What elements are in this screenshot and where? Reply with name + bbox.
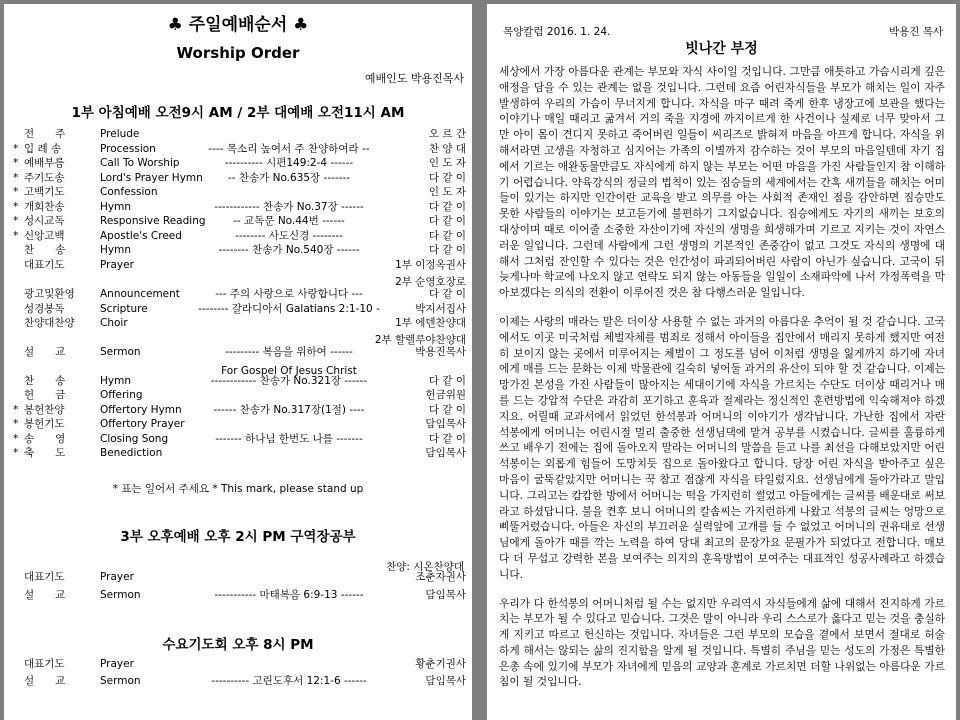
order-row <box>4 345 472 359</box>
bulletin-title: ♣ 주일예배순서 ♣ <box>167 15 309 35</box>
column-date: 목양칼럼 2016. 1. 24. <box>503 26 611 38</box>
item-leader: 1부 이정옥권사 <box>395 259 466 271</box>
order-row <box>4 214 472 228</box>
item-english-name: Sermon <box>100 346 141 358</box>
item-english-name: Call To Worship <box>100 157 180 169</box>
item-english-name: Apostle's Creed <box>100 230 182 242</box>
order-row <box>4 229 472 243</box>
item-english-name: Sermon <box>100 589 141 601</box>
item-english-name: Announcement <box>100 288 180 300</box>
item-leader: 인 도 자 <box>428 186 466 198</box>
item-korean-name: 봉헌찬양 <box>24 404 65 416</box>
item-leader: 다 같 이 <box>428 375 466 387</box>
item-english-name: Hymn <box>100 201 131 213</box>
item-korean-name: 성시교독 <box>24 215 65 227</box>
order-row <box>4 316 472 330</box>
item-korean-name: 대표기도 <box>24 658 65 670</box>
stand-mark: * <box>13 433 19 445</box>
item-english-name: Prelude <box>100 128 140 140</box>
item-korean-name: 신앙고백 <box>24 230 65 242</box>
item-korean-name: 찬양대찬양 <box>24 317 75 329</box>
item-leader: 조춘자권사 <box>415 571 466 583</box>
item-english-name: Offering <box>100 389 143 401</box>
item-leader: 황춘기권사 <box>415 658 466 670</box>
order-row <box>4 156 472 170</box>
item-korean-name: 헌 금 <box>24 389 66 401</box>
item-english-name: Prayer <box>100 571 134 583</box>
column-paragraph: 세상에서 가장 아름다운 관계는 부모와 자식 사이일 것입니다. 그만큼 애틋하고 가슴시리게 깊은 애정을 담을 수 있는 관계는 없을 것입니다. 그런데 요즘 어린자식들을 부모가 해치는 일이 자주 발생하여 우리의 가슴이 무너지게 합니다. 자식을 마구 때려 죽게 한후 냉장고에 보관을 했다는 이야기나 매일 때리고 굶겨서 거의 죽을 지경에 까지이르게 한 사건이나 실제로 너무 맞아서 그만 아이 몸이 견디지 못하고 죽어버린 일들이 씨리즈로 밝혀져 마음을 아프게 합니다. 자식을 위해서라면 고생을 자청하고 심지어는 가족의 이별까지 감수하는 것이 부모의 마음일텐데 자기 집에서 기르는 애완동물만큼도 자식에게 하지 않는 부모는 어떤 마음을 가진 사람들인지 참 이해하기 어렵습니다. 약육강식의 정글의 법칙이 있는 짐승들의 세계에서는 간혹 새끼들을 해치는 어미들이 있기는 하지만 인간이란 교육을 받고 의무를 아는 사회적 존재인 점을 감안하면 짐승만도 못한 사람들의 이야기는 보고듣기에 불편하기 그지없습니다. 짐승에게도 자기의 새끼는 보호의 대상이며 때로 이어줄 소중한 자산이기에 자신의 생명을 희생해가며 기르고 지키는 것이 자연스러운 일입니다. 그런데 사람에게 그런 생명의 기본적인 존중감이 없고 그것도 자식의 생명에 대해서 그처럼 잔인할 수 있다는 것은 인간성이 파괴되어버린 사람이 아닌가 싶습니다. 고국이 뒤늦게나마 학교에 나오지 않고 연락도 되지 않는 아동들을 일일이 소재파악에 나서 가정폭력을 막아보겠다는 의식의 전환이 이루어진 것은 참 다행스러운 일입니다. <box>499 65 945 300</box>
bulletin-subtitle: Worship Order <box>176 44 300 62</box>
column-title: 빗나간 부정 <box>685 41 758 57</box>
item-leader: 담임목사 <box>425 447 466 459</box>
pastoral-column-page <box>487 4 956 720</box>
stand-mark: * <box>13 157 19 169</box>
order-row <box>4 657 472 671</box>
item-leader: 다 같 이 <box>428 172 466 184</box>
wednesday-heading: 수요기도회 오후 8시 PM <box>162 637 314 653</box>
column-paragraph: 우리가 다 한석봉의 어머니처럼 될 수는 없지만 우리역시 자식들에게 삶에 대해서 진지하게 가르치는 부모가 될 수 있다고 믿습니다. 그것은 말이 아니라 우리 스스로가 옳다고 믿는 것을 충실하게 지키고 따르고 헌신하는 것입니다. 자녀들은 그런 부모의 모습을 곁에서 보면서 절대로 허술하게 해서는 않되는 삶의 진지함을 알게 될 것입니다. 특별히 주님을 믿는 성도의 가정은 특별한 은총 속에 있기에 부모가 자녀에게 믿음의 교양과 훈계로 가르치면 더할 나위없는 아름다운 가르침이 될 것입니다. <box>499 596 945 689</box>
item-korean-name: 대표기도 <box>24 571 65 583</box>
item-leader: 다 같 이 <box>428 404 466 416</box>
service1-heading: 1부 아침예배 오전9시 AM / 2부 대예배 오전11시 AM <box>71 105 405 121</box>
stand-mark: * <box>13 404 19 416</box>
order-row <box>4 674 472 688</box>
stand-mark: * <box>13 143 19 155</box>
item-leader: 오 르 간 <box>428 128 466 140</box>
item-english-name: Offertory Prayer <box>100 418 185 430</box>
item-korean-name: 전 주 <box>24 128 66 140</box>
item-korean-name: 설 교 <box>24 675 66 687</box>
item-english-name: Hymn <box>100 244 131 256</box>
worship-order-page <box>4 4 472 720</box>
item-leader: 다 같 이 <box>428 215 466 227</box>
item-korean-name: 광고및환영 <box>24 288 75 300</box>
item-content: ---------- 고린도후서 12:1-6 ------ <box>211 675 367 687</box>
order-row <box>4 588 472 602</box>
item-english-name: Confession <box>100 186 158 198</box>
item-content: -- 교독문 No.44번 ------ <box>233 215 345 227</box>
order-row <box>4 200 472 214</box>
item-leader: 담임목사 <box>425 675 466 687</box>
order-row <box>4 417 472 431</box>
item-content: ------------ 찬송가 No.37장 ------ <box>214 201 364 213</box>
item-content: -------- 갈라디아서 Galatians 2:1-10 - <box>198 303 380 315</box>
item-content: ------ 찬송가 No.317장(1절) ---- <box>213 404 365 416</box>
item-leader: 찬 양 대 <box>428 143 466 155</box>
item-korean-name: 고백기도 <box>24 186 65 198</box>
order-row <box>4 446 472 460</box>
order-row <box>4 258 472 272</box>
item-korean-name: 대표기도 <box>24 259 65 271</box>
item-content: -------- 사도신경 -------- <box>235 230 343 242</box>
stand-mark: * <box>13 447 19 459</box>
item-leader: 담임목사 <box>425 589 466 601</box>
item-korean-name: 봉헌기도 <box>24 418 65 430</box>
stand-mark: * <box>13 201 19 213</box>
item-english-name: Choir <box>100 317 128 329</box>
item-english-name: Sermon <box>100 675 141 687</box>
item-korean-name: 예배부름 <box>24 157 65 169</box>
item-content: ----------- 마태복음 6:9-13 ------ <box>214 589 364 601</box>
stand-mark: * <box>13 418 19 430</box>
item-leader: 헌금위원 <box>425 389 466 401</box>
column-author: 박용진 목사 <box>888 26 943 38</box>
item-english-name: Closing Song <box>100 433 169 445</box>
item-english-name: Prayer <box>100 259 134 271</box>
worship-leader: 예배인도 박용진목사 <box>364 72 464 85</box>
item-leader: 다 같 이 <box>428 433 466 445</box>
item-leader: 박지서집사 <box>415 303 466 315</box>
afternoon-choir-note: 찬양: 시온찬양대 <box>386 561 464 573</box>
item-leader: 다 같 이 <box>428 230 466 242</box>
item-korean-name: 축 도 <box>24 447 66 459</box>
item-korean-name: 송 영 <box>24 433 66 445</box>
item-korean-name: 개회찬송 <box>24 201 65 213</box>
order-row <box>4 127 472 141</box>
order-row <box>4 287 472 301</box>
item-leader: 다 같 이 <box>428 244 466 256</box>
item-korean-name: 성경봉독 <box>24 303 65 315</box>
item-korean-name: 설 교 <box>24 589 66 601</box>
item-leader: 다 같 이 <box>428 288 466 300</box>
column-body <box>499 64 945 703</box>
order-row <box>4 142 472 156</box>
item-korean-name: 설 교 <box>24 346 66 358</box>
item-english-name: Procession <box>100 143 156 155</box>
order-row <box>4 403 472 417</box>
item-english-name: Benediction <box>100 447 163 459</box>
item-korean-name: 주기도송 <box>24 172 65 184</box>
service3-heading: 3부 오후예배 오후 2시 PM 구역장공부 <box>120 529 356 545</box>
item-english-name: Offertory Hymn <box>100 404 182 416</box>
prayer-second-service: 2부 순영호장로 <box>395 276 466 288</box>
column-paragraph: 이제는 사랑의 매라는 말은 더이상 사용할 수 없는 과거의 아름다운 추억이 될 것 같습니다. 고국에서도 이곳 미국처럼 체벌자체를 범죄로 정해서 아이들을 집안에서 매리지 못하게 했지만 여전히 보이지 않는 곳에서 미루어지는 체벌이 그 정도를 넘어 이처럼 생명을 잃게까지 하기에 자녀에게 매를 드는 문화는 이제 박물관에 길숙히 넣어둘 과거의 유산이 되야 할 것 같습니다. 이제는 망가진 본성을 가진 사람들이 많아지는 세대이기에 자식을 가르치는 수단도 더이상 때리거나 매를 드는 강압적 수단은 과감히 포기하고 훈육과 절제라는 정신적인 훈련방법에 익숙해져야 하겠지요. 어릴때 교과서에서 읽었던 한석봉과 어머니의 이야기가 생각납니다. 가난한 집에서 자란 석봉에게 어머니는 어린시절 멀리 출중한 선생님댁에 맡겨 공부를 시켰습니다. 글씨를 훌륭하게 쓰고 배우기 전에는 집에 돌아오지 말라는 어머니의 말씀을 듣고 나를 최선을 다해보았지만 어린 석봉이는 외롭게 힘들어 도망치듯 집으로 돌아왔다고 합니다. 당장 어린 자식을 받아주고 싶은 마음이 굴뚝같았지만 어머니는 꾹 참고 점잖게 자식을 타일렀지요. 선생님에게 돌아가라고 말입니다. 그리고는 캄캄한 방에서 어머니는 떡을 가지런히 썰었고 아들에게는 글씨를 배운대로 써보라고 하셨답니다. 불을 켠후 보니 어머니의 칼솜씨는 가지런하게 나왔고 석봉의 글씨는 엉망으로 삐뚤거렸습니다. 아들은 자신의 부끄러운 실력앞에 고개를 들 수 없었고 어머니의 권유대로 선생님에게 돌아가 때를 깍는 노력을 하여 당대 최고의 문장가요 문필가가 되었다고 전합니다. 매보다 더 무섭고 강력한 본을 보여주는 의지의 훈육방법이 보여주는 대표적인 성공사례라고 하겠습니다. <box>499 314 945 581</box>
item-content: ------- 하나님 한번도 나를 ------- <box>215 433 363 445</box>
item-leader: 1부 에덴찬양대 <box>395 317 466 329</box>
item-content: ---------- 시편149:2-4 ------ <box>224 157 354 169</box>
item-english-name: Responsive Reading <box>100 215 206 227</box>
order-row <box>4 388 472 402</box>
item-content: --------- 복음을 위하여 ------ <box>225 346 353 358</box>
item-english-name: Hymn <box>100 375 131 387</box>
choir-second-service: 2부 할렐루야찬양대 <box>374 334 466 346</box>
item-korean-name: 찬 송 <box>24 244 66 256</box>
item-content: -- 찬송가 No.635장 ------- <box>227 172 351 184</box>
item-content: ---- 목소리 높여서 주 찬양하여라 -- <box>208 143 370 155</box>
item-leader: 담임목사 <box>425 418 466 430</box>
order-row <box>4 171 472 185</box>
stand-up-note: * 표는 일어서 주세요 * This mark, please stand up <box>112 483 364 495</box>
item-korean-name: 입 례 송 <box>24 143 62 155</box>
item-content: ------------ 찬송가 No.321장 ------ <box>210 375 368 387</box>
stand-mark: * <box>13 215 19 227</box>
order-row <box>4 432 472 446</box>
stand-mark: * <box>13 230 19 242</box>
order-row <box>4 570 472 584</box>
item-english-name: Lord's Prayer Hymn <box>100 172 203 184</box>
stand-mark: * <box>13 172 19 184</box>
item-content: --- 주의 사랑으로 사랑합니다 --- <box>215 288 363 300</box>
item-leader: 박용진목사 <box>415 346 466 358</box>
stand-mark: * <box>13 186 19 198</box>
sermon-english-title: For Gospel Of Jesus Christ <box>221 365 357 377</box>
item-content: -------- 찬송가 No.540장 ------ <box>218 244 360 256</box>
item-english-name: Scripture <box>100 303 148 315</box>
item-korean-name: 찬 송 <box>24 375 66 387</box>
item-leader: 다 같 이 <box>428 201 466 213</box>
item-english-name: Prayer <box>100 658 134 670</box>
order-row <box>4 302 472 316</box>
order-row <box>4 243 472 257</box>
order-row <box>4 185 472 199</box>
item-leader: 인 도 자 <box>428 157 466 169</box>
